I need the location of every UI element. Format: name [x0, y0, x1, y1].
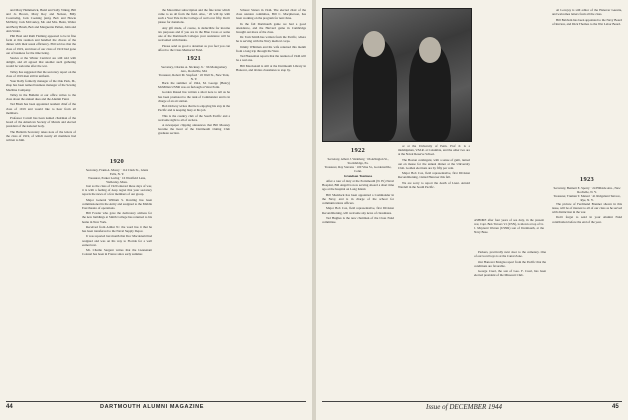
paragraph: Bill Baldwin has been appointed to the Navy Board of Review, and Dick Thomas to the War Labor Board. — [552, 17, 622, 26]
paragraph: Bill Shaddock has been appointed a Commander in the Navy, and is in charge of the school for communications officers. — [322, 192, 394, 206]
paragraph: This is the country club of the South Pacific and a welcome sight to all of us here. — [158, 113, 230, 122]
paragraph: Talley in the Bulletin at our office writes to the class about the annual dues and the Alumni Fund. — [6, 92, 76, 102]
secretary-line: Secretary, Bennett E. Sperry · 24 Hillside Ave., New Rochelle, N. Y. — [553, 185, 621, 194]
paragraph: or at the University of Penn. Prof Jr. is a midshipman, V.M.R. at Columbia, and the other two are at the Naval Reserve School. — [398, 144, 470, 157]
paragraph: the Macomber subscription and the fine letter which came to us all from the field. Also, ' 20 will tip with such a Yost Yale in the College of well over fifty. Don't please for donations. — [158, 8, 230, 25]
paragraph: Any gift made, of course, is deductible for income tax purposes and if you are in the Blue Cross or some one of the Dartmouth Colleges your assistance will be welcomed with thanks. — [158, 25, 230, 43]
treasurer-line: Treasurer, Ray Stevens · 100 Vine St., Gordonsville, Conn. — [324, 165, 392, 173]
paragraph: Jimmy Whitman and his wife returned this month from a long trip through the West. — [236, 44, 306, 53]
column-center-left — [398, 144, 470, 396]
officer-face — [419, 37, 441, 63]
column-2 — [82, 8, 152, 400]
column-left — [322, 144, 394, 396]
column-1 — [6, 8, 76, 400]
secretary-line: Secretary, Frank A. Morey · 114 Clark St., Glens Falls, N. Y. — [85, 168, 149, 176]
footer-rule — [322, 401, 622, 402]
paragraph: Ted Hughes is the new chairman of the Class Fund committee. — [322, 215, 394, 225]
paragraph: Don't forget to send in your Alumni Fund contribution before the end of the year. — [552, 215, 622, 224]
page-number: 44 — [6, 404, 13, 410]
paragraph: Al Lovejoy is still editor of the Hanover Gazette, and welcomes letters from all the class. — [552, 8, 622, 17]
paragraph: Bob Ordway writes that he is enjoying his stay in the Pacific and is keeping busy at his job. — [158, 104, 230, 113]
paragraph: Received from Arthur N.: the word has it that he has been transferred to the Naval Supply Depot. — [82, 224, 152, 234]
paragraph: A newspaper clipping announces that Bill Mooney became the head of the Dartmouth Outing Club graduate section. — [158, 123, 230, 136]
secretary-line: Secretary, Albert J. Weinberg · 66 Arlington St., Stockbridge, Pa. — [327, 157, 389, 165]
navy-officers-photo — [322, 8, 472, 142]
class-heading-1922: 1922 — [350, 147, 366, 154]
column-3 — [158, 8, 230, 400]
paragraph: Parkers, practically next door to the cemetery. One of our local boys is at the Canal Zone. — [474, 250, 546, 259]
paragraph: Our Hanover Ensigns report from the Pacific that the conditions are favorable. — [474, 259, 546, 268]
class-heading-1921: 1921 — [186, 54, 202, 62]
paragraph: We are sorry to report the death of Lieut. Arnold Wardell in the South Pacific. — [398, 180, 470, 189]
paragraph: Your Rally formerly manager of the Oak Park, Ill., shop has been named business manager of the Sewing Machine Company. — [6, 79, 76, 92]
paragraph: Scherer Sisters in 1944. The elected chair of the class reunion committee, Bill C. Macpherson, has been working on the program for next June. — [236, 8, 306, 21]
treasurer-line: Treasurer, Truman T. Metzel · 41 Ridgeland Terrace, Rye, N. Y. — [553, 193, 621, 202]
right-page — [316, 0, 628, 420]
class-heading-1923: 1923 — [579, 175, 595, 183]
paragraph: The Bulletin Secretary takes note of the letters of the class of 1919, of which nearly all members had written to him. — [6, 129, 76, 143]
magazine-footer: DARTMOUTH ALUMNI MAGAZINE — [100, 404, 205, 410]
paragraph: Mr. Charlie Sargent writes that the Lieutenant Colonel has been in France since early summer. — [82, 248, 152, 257]
officer-face — [363, 31, 385, 57]
treasurer-line: Treasurer, Robert M. Stopford · 45 Wall St., New York, N. Y. — [158, 72, 230, 81]
paragraph: Talley has suggested that the secretary report on the class of 1919 men still in uniform. — [6, 69, 76, 78]
paragraph: After a tour of duty at the Portsmouth (N. H.) Naval Hospital, Bill Angell is now serving aboard a short time ago at the hospital on Long Island. — [322, 179, 394, 192]
paragraph: In the fall Dartmouth game we had a good attendance, and the Harvard game in Cambridge brought out more of the class. — [236, 21, 306, 34]
paragraph: Major General William S. Rawling has been commissioned in the Army and assigned to the Middle East theatre of operations. — [82, 197, 152, 210]
photo-caption: ASHORE after four years of sea duty, in the present war, Capt. Ben Travers '21 (USN), is shown at top of Lt. J. Maynard Warren (USNR) son of Dartmouth, at the Navy Base. — [474, 218, 544, 234]
paragraph: Major Bob Cox, field representative, first Division Reconditioning, visited Hanover this fall. — [398, 171, 470, 180]
secretary-line: Secretary, Charles A. Stickney Jr. · 96 Montgomery Ave., Rockville, Md. — [161, 64, 227, 73]
section-subhead: Grandson Tourness — [343, 174, 373, 178]
treasurer-line: Treasurer, Parker Loring · 16 Westfield Lane, Wellesley, Mass. — [87, 176, 147, 184]
paragraph: Professor Carroll has been named chairman of the board of the American Society of Metals and elected president of the national body. — [6, 116, 76, 129]
paragraph: Bill Fowler who gave the dedicatory address for the new buildings at Smith College has returned to his home in New York. — [82, 211, 152, 224]
left-page — [0, 0, 312, 420]
paragraph: Major Bob Cox, field representative, first Division Reconditioning, will welcome any news of classmates. — [322, 206, 394, 215]
paragraph: and Mary Hammerick, Budd and Sally Vining, Bill and Jo Brown, Mary Roy and Nelson, Billy Coonradng, Jack Cooking (ann), Bob and Howie McNulty, Jack McCauley, Mr. and Mrs. Benn, Walter and Betty Brush, Bob and Marguerite Pullen, John and Ann Strain. — [6, 8, 76, 33]
paragraph: Ted Houseman reports that the reunion of 1946 will be a real one. — [236, 54, 306, 63]
paragraph: Gordon Russel has written a short note to tell us he has been promoted to the rank of Commander and is in charge of an air station. — [158, 90, 230, 103]
paragraph: The picture of Ferdinand Brenner shown in this issue, will be of interest to all of our class as he served with distinction in the war. — [552, 201, 622, 215]
column-4 — [236, 8, 306, 400]
page-number: 45 — [612, 404, 619, 410]
paragraph: Dr. Tom Smith has written from the Pacific, where he is serving with the Navy medical corps. — [236, 35, 306, 44]
paragraph: Just as the class of 1920 entered these days of war, it is with a feeling of deep regret that your secretary reports the news of a few members of our group. — [82, 184, 152, 197]
paragraph: Back the summer of 1944, M. George (Henry) McMillen USNR was on furlough at West Point. — [158, 80, 230, 90]
class-heading-1920: 1920 — [109, 158, 125, 165]
paragraph: George Creel, the son of Geo. F. Creel, has been elected president of the Missouri Club. — [474, 269, 546, 278]
paragraph: It was reported last month that Doc Macdonald had resigned and was on his way to Florida for a well earned rest. — [82, 234, 152, 247]
column-center-right — [474, 250, 546, 396]
paragraph: Phil Heal and Ruth Fleming appeared to be in fine form at this reunion and handled the chores of the dinner with their usual efficiency. Phil told us that the class of 1919, and most of our class of 1919 had gone out of business for the time being. — [6, 34, 76, 55]
paragraph: Please send as good a donation as you feel you can afford to the Class Memorial Fund. — [158, 43, 230, 52]
paragraph: The Boston contingent, with a sense of guilt, turned out en masse for the annual dinner at the University Club. Golden elections are by fifty per cent. — [398, 157, 470, 170]
column-right — [552, 8, 622, 396]
paragraph: Ted Blom has been appointed resident chief of the class of 1919 and would like to hear from all members. — [6, 102, 76, 115]
paragraph: Stories at the Winter Carnival are still told with delight, and all agreed that another such gathering would be welcome after the war. — [6, 56, 76, 69]
paragraph: Bill Macdonald is still at the Dartmouth Library in Hanover, and invites classmates to stop by. — [236, 63, 306, 72]
footer-rule — [6, 401, 306, 402]
issue-label: Issue of DECEMBER 1944 — [426, 403, 503, 411]
